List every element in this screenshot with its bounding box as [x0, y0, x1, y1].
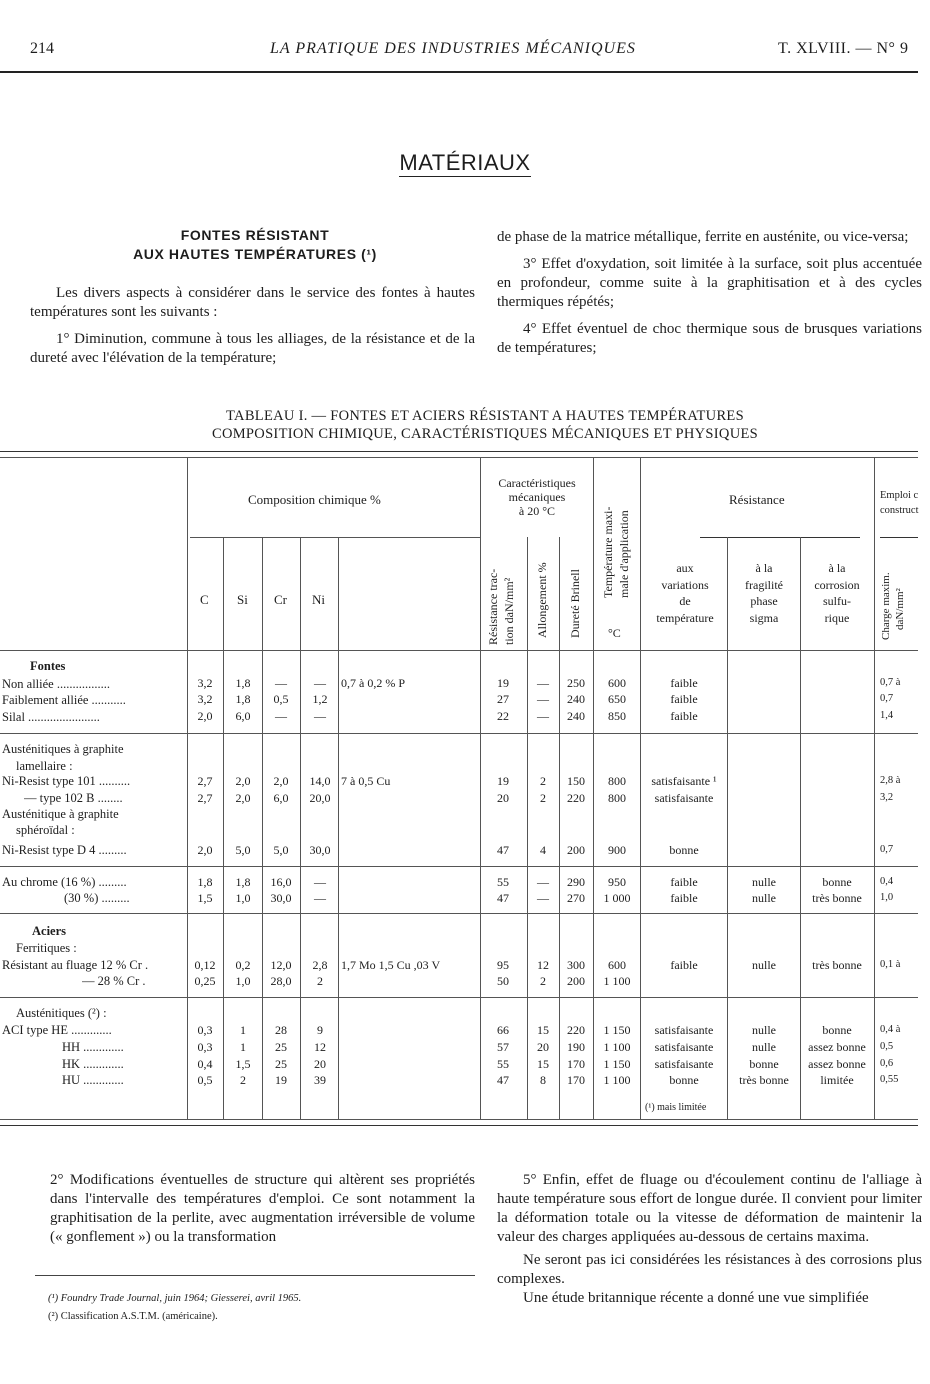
paragraph: 1° Diminution, commune à tous les alliages, de la résistance et de la dureté avec l'élévation de la température;	[30, 331, 475, 366]
table-cell-ni: 9	[317, 1023, 323, 1037]
table-cell-var: faible	[670, 676, 698, 690]
body-right-column	[497, 1171, 922, 1308]
table-cell-c: 0,25	[194, 974, 216, 988]
table-cell-si: 1,5	[235, 1057, 251, 1071]
header-allongement: Allongement %	[535, 562, 549, 638]
table-cell-si: 1,0	[235, 891, 251, 905]
table-cell-ni: 39	[314, 1073, 326, 1087]
table-cell-allong: 12	[537, 958, 549, 972]
table-cell-ni: —	[314, 891, 326, 905]
paragraph: 4° Effet éventuel de choc thermique sous de brusques variations de températures;	[497, 321, 922, 356]
table-cell-si: 0,2	[235, 958, 251, 972]
table-cell-ni: 20,0	[309, 791, 331, 805]
table-cell-cr: 25	[275, 1040, 287, 1054]
table-cell-trac: 22	[497, 709, 509, 723]
row-label: — 28 % Cr .	[82, 974, 146, 988]
header-caract: Caractéristiques mécaniques à 20 °C	[498, 476, 576, 518]
paragraph: 2° Modifications éventuelles de structure qui altèrent ses propriétés dans l'intervalle des températures d'emploi. Ce sont notamment la graphitisation de la perlite, avec augmentation irréversible de volume (« gonflement ») ou la transformation	[50, 1172, 475, 1245]
table-cell-sigma: nulle	[752, 958, 776, 972]
table-cell-brinell: 300	[567, 958, 585, 972]
table-caption: TABLEAU I. — FONTES ET ACIERS RÉSISTANT A HAUTES TEMPÉRATURES COMPOSITION CHIMIQUE, CARACTÉRISTIQUES MÉCANIQUES ET PHYSIQUES	[212, 408, 758, 442]
table-cell-var: bonne	[669, 1073, 699, 1087]
table-cell-c: 0,12	[194, 958, 216, 972]
volume-number: T. XLVIII. — N° 9	[778, 40, 909, 57]
section-title: MATÉRIAUX	[399, 150, 531, 175]
header-sigma: à la fragilité phase sigma	[745, 561, 783, 625]
table-cell-sigma: nulle	[752, 875, 776, 889]
table-cell-cr: 28,0	[270, 974, 292, 988]
row-label: Non alliée .................	[2, 677, 110, 691]
table-cell-allong: —	[537, 709, 549, 723]
table-cell-charge: 0,55	[880, 1074, 899, 1085]
table-cell-ni: —	[314, 875, 326, 889]
table-cell-temp: 1 100	[603, 1040, 631, 1054]
table-cell-sulf: assez bonne	[808, 1040, 866, 1054]
table-cell-allong: 2	[540, 774, 546, 788]
table-cell-var: satisfaisante	[654, 791, 714, 805]
table-cell-var: satisfaisante ¹	[651, 774, 717, 788]
table-cell-charge: 0,7	[880, 844, 894, 855]
table-cell-si: 2,0	[235, 774, 251, 788]
table-cell-temp: 650	[608, 692, 626, 706]
header-temp-l1: Température maxi-	[601, 506, 615, 598]
row-label: Silal .......................	[2, 710, 100, 724]
table-cell-charge: 0,5	[880, 1041, 894, 1052]
table-cell-var: faible	[670, 891, 698, 905]
table-cell-temp: 1 150	[603, 1057, 631, 1071]
table-cell-cr: 16,0	[270, 875, 292, 889]
table-cell-temp: 1 000	[603, 891, 631, 905]
table-cell-trac: 19	[497, 774, 509, 788]
table-cell-brinell: 170	[567, 1057, 585, 1071]
header-composition: Composition chimique %	[248, 492, 381, 507]
table-cell-brinell: 150	[567, 774, 585, 788]
table-cell-cr: 19	[275, 1073, 287, 1087]
table-cell-other: 1,7 Mo 1,5 Cu ,03 V	[341, 958, 441, 972]
header-traction-l2: tion daN/mm²	[502, 577, 516, 645]
table-cell-sigma: nulle	[752, 1040, 776, 1054]
table-cell-c: 1,8	[197, 875, 213, 889]
table-cell-c: 1,5	[197, 891, 213, 905]
table-cell-brinell: 290	[567, 875, 585, 889]
table-cell-sigma: bonne	[749, 1057, 779, 1071]
table-cell-c: 0,4	[197, 1057, 213, 1071]
row-label: HH .............	[62, 1040, 124, 1054]
table-cell-temp: 950	[608, 875, 626, 889]
row-label: Austénitique à graphite	[2, 807, 119, 821]
row-label: Fontes	[30, 659, 66, 673]
table-cell-c: 3,2	[197, 692, 213, 706]
table-cell-charge: 0,7	[880, 693, 894, 704]
table-cell-sulf: limitée	[820, 1073, 854, 1087]
table-cell-si: 1	[240, 1023, 246, 1037]
table-cell-sulf: très bonne	[812, 958, 862, 972]
paragraph: de phase de la matrice métallique, ferrite en austénite, ou vice-versa;	[497, 229, 909, 245]
paragraph: 5° Enfin, effet de fluage ou d'écoulement continu de l'alliage à haute température sous effort de longue durée. Il convient pour limiter la déformation totale ou la vitesse de déformation de maintenir la valeur des charges appliquées au-dessous de certains maxima.	[497, 1172, 922, 1245]
table-cell-si: 2,0	[235, 791, 251, 805]
table-cell-var: faible	[670, 709, 698, 723]
table-cell-brinell: 240	[567, 692, 585, 706]
table-cell-charge: 0,4	[880, 876, 894, 887]
table-cell-ni: 1,2	[312, 692, 328, 706]
table-cell-trac: 95	[497, 958, 509, 972]
row-label: HU .............	[62, 1073, 124, 1087]
table-cell-si: 5,0	[235, 843, 251, 857]
paragraph: Une étude britannique récente a donné une vue simplifiée	[523, 1290, 869, 1306]
table-cell-trac: 57	[497, 1040, 509, 1054]
footnote-rule	[35, 1275, 475, 1276]
header-resistance: Résistance	[729, 492, 785, 507]
table-cell-temp: 900	[608, 843, 626, 857]
table-cell-c: 2,0	[197, 843, 213, 857]
table-cell-cr: 5,0	[273, 843, 289, 857]
table-cell-temp: 1 150	[603, 1023, 631, 1037]
table-cell-allong: 2	[540, 974, 546, 988]
row-label: Austénitiques (²) :	[16, 1006, 107, 1020]
table-cell-allong: 4	[540, 843, 546, 857]
table-cell-var: satisfaisante	[654, 1057, 714, 1071]
table-cell-temp: 800	[608, 774, 626, 788]
row-label: Aciers	[32, 924, 67, 938]
table-cell-charge: 0,1 à	[880, 959, 901, 970]
table-cell-si: 2	[240, 1073, 246, 1087]
table-cell-var: faible	[670, 958, 698, 972]
table-cell-allong: —	[537, 676, 549, 690]
table-cell-sigma: très bonne	[739, 1073, 789, 1087]
table-cell-cr: 12,0	[270, 958, 292, 972]
table-cell-ni: —	[314, 676, 326, 690]
table-cell-trac: 27	[497, 692, 509, 706]
table-cell-cr: —	[275, 676, 287, 690]
table-cell-charge: 3,2	[880, 792, 894, 803]
table-cell-brinell: 220	[567, 1023, 585, 1037]
row-label: sphéroïdal :	[16, 823, 75, 837]
table-cell-allong: 15	[537, 1057, 549, 1071]
table-cell-temp: 800	[608, 791, 626, 805]
header-brinell: Dureté Brinell	[568, 569, 582, 638]
table-cell-temp: 600	[608, 676, 626, 690]
header-charge-l1: Charge maxim.	[880, 572, 892, 640]
table-cell-allong: 8	[540, 1073, 546, 1087]
table-cell-sulf: très bonne	[812, 891, 862, 905]
row-label: Au chrome (16 %) .........	[2, 875, 127, 889]
table-cell-sulf: bonne	[822, 875, 852, 889]
header-temp-unit: °C	[608, 626, 621, 640]
table-cell-charge: 0,7 à	[880, 677, 901, 688]
table-cell-brinell: 200	[567, 843, 585, 857]
table-cell-cr: 6,0	[273, 791, 289, 805]
table-cell-charge: 1,4	[880, 710, 894, 721]
table-cell-ni: 30,0	[309, 843, 331, 857]
table-cell-trac: 66	[497, 1023, 509, 1037]
table-cell-temp: 850	[608, 709, 626, 723]
body-left-column	[50, 1171, 475, 1255]
table-cell-charge: 0,4 à	[880, 1024, 901, 1035]
paragraph: Les divers aspects à considérer dans le service des fontes à hautes températures sont les suivants :	[30, 285, 475, 320]
footnote-2: (²) Classification A.S.T.M. (américaine).	[48, 1311, 218, 1322]
table-cell-si: 1,0	[235, 974, 251, 988]
table-cell-cr: 25	[275, 1057, 287, 1071]
table-cell-si: 1,8	[235, 692, 251, 706]
table-cell-ni: 12	[314, 1040, 326, 1054]
table-cell-allong: —	[537, 692, 549, 706]
table-cell-temp: 1 100	[603, 1073, 631, 1087]
table-cell-c: 0,5	[197, 1073, 213, 1087]
row-label: Résistant au fluage 12 % Cr .	[2, 958, 149, 972]
header-temp-l2: male d'application	[617, 510, 631, 598]
row-label: Ferritiques :	[16, 941, 77, 955]
table-cell-cr: 0,5	[273, 692, 289, 706]
table-cell-sigma: nulle	[752, 1023, 776, 1037]
page-number: 214	[30, 40, 54, 57]
table-cell-var: faible	[670, 692, 698, 706]
table-cell-cr: 2,0	[273, 774, 289, 788]
row-label: Ni-Resist type D 4 .........	[2, 843, 127, 857]
header-c: C	[200, 592, 209, 607]
table-cell-c: 0,3	[197, 1040, 213, 1054]
table-cell-brinell: 170	[567, 1073, 585, 1087]
header-traction-l1: Résistance trac-	[486, 568, 500, 645]
table-cell-var: bonne	[669, 843, 699, 857]
paragraph: Ne seront pas ici considérées les résistances à des corrosions plus complexes.	[497, 1252, 922, 1287]
table-cell-ni: 20	[314, 1057, 326, 1071]
table-cell-var: faible	[670, 875, 698, 889]
header-sulfurique: à la corrosion sulfu- rique	[814, 561, 860, 625]
table-cell-trac: 50	[497, 974, 509, 988]
table-cell-var: satisfaisante	[654, 1023, 714, 1037]
table-cell-brinell: 240	[567, 709, 585, 723]
row-label: ACI type HE .............	[2, 1023, 112, 1037]
table-cell-cr: —	[275, 709, 287, 723]
header-ni: Ni	[312, 592, 325, 607]
table-cell-c: 2,0	[197, 709, 213, 723]
table-cell-trac: 20	[497, 791, 509, 805]
table-cell-sulf: bonne	[822, 1023, 852, 1037]
table-cell-c: 0,3	[197, 1023, 213, 1037]
row-label: (30 %) .........	[64, 891, 130, 905]
footnote-1: (¹) Foundry Trade Journal, juin 1964; Giesserei, avril 1965.	[48, 1293, 302, 1304]
table-cell-brinell: 220	[567, 791, 585, 805]
table-cell-trac: 55	[497, 875, 509, 889]
table-cell-trac: 47	[497, 891, 509, 905]
table-cell-charge: 0,6	[880, 1058, 894, 1069]
row-label: HK .............	[62, 1057, 124, 1071]
table-cell-allong: 20	[537, 1040, 549, 1054]
table-cell-trac: 47	[497, 1073, 509, 1087]
header-emploi: Emploi c construct	[880, 490, 919, 516]
header-si: Si	[237, 592, 248, 607]
table-cell-temp: 1 100	[603, 974, 631, 988]
table-cell-si: 6,0	[235, 709, 251, 723]
row-label: Faiblement alliée ...........	[2, 693, 126, 707]
table-cell-sulf: assez bonne	[808, 1057, 866, 1071]
table-cell-var: satisfaisante	[654, 1040, 714, 1054]
table-cell-trac: 55	[497, 1057, 509, 1071]
table-cell-allong: —	[537, 875, 549, 889]
table-cell-trac: 19	[497, 676, 509, 690]
table-cell-temp: 600	[608, 958, 626, 972]
table-cell-brinell: 190	[567, 1040, 585, 1054]
table-cell-other: 7 à 0,5 Cu	[341, 774, 391, 788]
table-cell-si: 1	[240, 1040, 246, 1054]
journal-title: LA PRATIQUE DES INDUSTRIES MÉCANIQUES	[270, 40, 636, 57]
table-footnote: (¹) mais limitée	[645, 1102, 707, 1113]
row-label: Ni-Resist type 101 ..........	[2, 774, 131, 788]
row-label: Austénitiques à graphite	[2, 742, 124, 756]
table-cell-brinell: 250	[567, 676, 585, 690]
table-cell-allong: —	[537, 891, 549, 905]
table-cell-ni: 14,0	[309, 774, 331, 788]
table-cell-c: 3,2	[197, 676, 213, 690]
table-cell-si: 1,8	[235, 875, 251, 889]
table-cell-sigma: nulle	[752, 891, 776, 905]
table-cell-cr: 30,0	[270, 891, 292, 905]
header-charge-l2: daN/mm²	[894, 588, 906, 630]
table-cell-charge: 1,0	[880, 892, 894, 903]
table-cell-ni: 2,8	[312, 958, 328, 972]
article-title: FONTES RÉSISTANT AUX HAUTES TEMPÉRATURES (¹)	[133, 227, 377, 262]
table-cell-allong: 15	[537, 1023, 549, 1037]
table-cell-charge: 2,8 à	[880, 775, 901, 786]
header-cr: Cr	[274, 592, 287, 607]
table-cell-c: 2,7	[197, 774, 213, 788]
table-cell-cr: 28	[275, 1023, 287, 1037]
table-cell-trac: 47	[497, 843, 509, 857]
paragraph: 3° Effet d'oxydation, soit limitée à la surface, soit plus accentuée en profondeur, comme suite à la graphitisation et à des cycles thermiques répétés;	[497, 256, 922, 310]
table-cell-brinell: 200	[567, 974, 585, 988]
row-label: — type 102 B ........	[24, 791, 123, 805]
header-var-temp: aux variations de température	[656, 561, 714, 625]
row-label: lamellaire :	[16, 759, 73, 773]
table-cell-other: 0,7 à 0,2 % P	[341, 676, 405, 690]
table-cell-allong: 2	[540, 791, 546, 805]
table-cell-brinell: 270	[567, 891, 585, 905]
table-cell-c: 2,7	[197, 791, 213, 805]
table-cell-si: 1,8	[235, 676, 251, 690]
table-cell-ni: —	[314, 709, 326, 723]
table-cell-ni: 2	[317, 974, 323, 988]
